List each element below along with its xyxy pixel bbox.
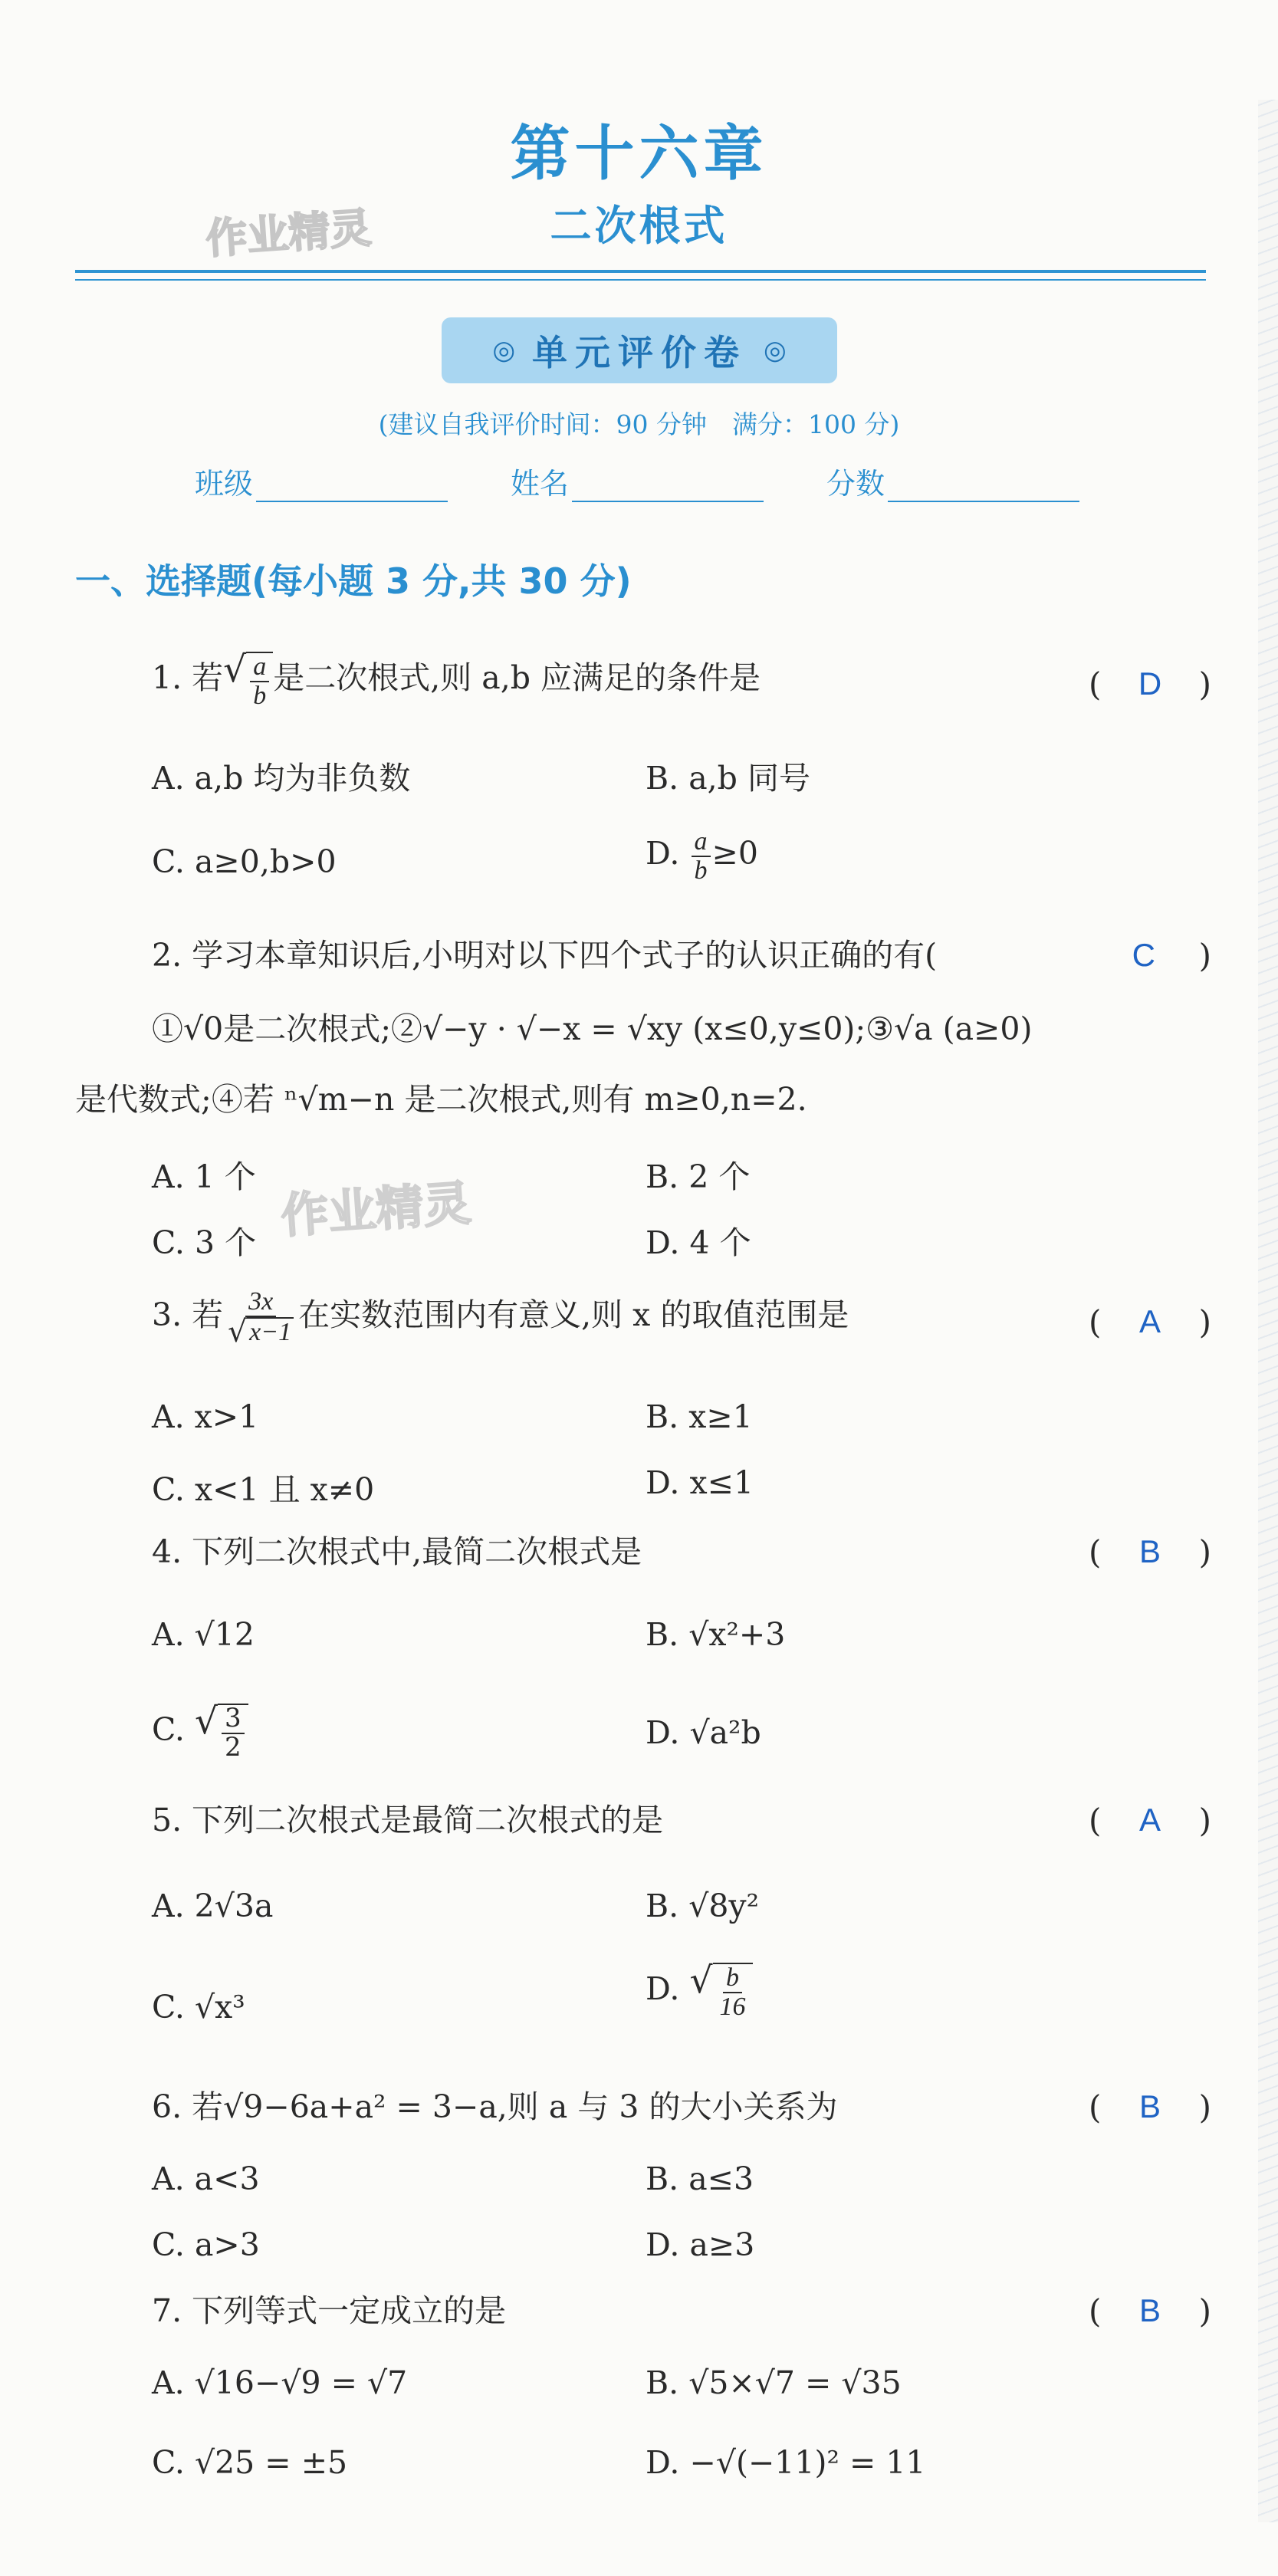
option[interactable]: D. −√(−11)² = 11 — [646, 2444, 926, 2481]
question-7-stem: 7. 下列等式一定成立的是 — [152, 2292, 507, 2329]
question-4-stem: 4. 下列二次根式中,最简二次根式是 — [152, 1533, 642, 1570]
answer-mark: B — [1138, 1533, 1161, 1569]
ring-icon: ◎ — [492, 335, 515, 366]
option[interactable]: A. x>1 — [152, 1398, 259, 1435]
option[interactable]: C. √x³ — [152, 1989, 245, 2026]
option[interactable]: C. a>3 — [152, 2226, 260, 2263]
option[interactable]: B. a,b 同号 — [646, 760, 810, 797]
option[interactable]: C. a≥0,b>0 — [152, 843, 337, 880]
name-field[interactable] — [511, 460, 764, 502]
option[interactable]: B. √x²+3 — [646, 1616, 786, 1653]
ring-icon: ◎ — [764, 335, 787, 366]
answer-paren: C ) — [1132, 937, 1211, 974]
answer-paren: ( B ) — [1089, 2088, 1211, 2126]
answer-paren: ( A ) — [1089, 1303, 1211, 1341]
field-label: 班级 — [195, 467, 254, 501]
blank-line[interactable] — [256, 472, 448, 502]
question-2-line: 是代数式;④若 ⁿ√m−n 是二次根式,则有 m≥0,n=2. — [75, 1081, 807, 1118]
option[interactable]: A. a<3 — [152, 2160, 260, 2197]
option[interactable]: D. $\frac{a}{b}$ ≥0 — [646, 827, 758, 885]
option[interactable]: B. 2 个 — [646, 1158, 751, 1195]
option[interactable]: A. a,b 均为非负数 — [152, 760, 411, 797]
option[interactable]: A. 2√3a — [152, 1888, 274, 1924]
answer-paren: ( B ) — [1089, 2292, 1211, 2330]
option[interactable]: C. √ $\frac{3}{2}$ — [152, 1704, 248, 1761]
option[interactable]: D. √a²b — [646, 1714, 761, 1751]
score-field[interactable] — [826, 460, 1079, 502]
question-2-line: ①√0是二次根式;②√−y · √−x = √xy (x≤0,y≤0);③√a (a≥0) — [152, 1010, 1033, 1047]
banner-title: 单元评价卷 — [532, 332, 747, 373]
answer-paren: ( B ) — [1089, 1533, 1211, 1571]
page-spine-decoration — [1258, 100, 1278, 2522]
answer-mark: C — [1132, 937, 1155, 973]
chapter-title: 第十六章 — [510, 120, 768, 189]
field-label: 姓名 — [511, 467, 570, 501]
answer-paren: ( A ) — [1089, 1802, 1211, 1839]
option[interactable]: D. √ $\frac{b}{16}$ — [646, 1963, 753, 2020]
student-info-fields — [195, 460, 1079, 502]
unit-banner — [442, 317, 837, 383]
option[interactable]: B. a≤3 — [646, 2160, 754, 2197]
answer-mark: B — [1138, 2088, 1161, 2124]
option[interactable]: A. √16−√9 = √7 — [152, 2364, 408, 2401]
answer-mark: D — [1138, 665, 1162, 702]
option[interactable]: D. 4 个 — [646, 1224, 751, 1261]
section-title: 一、选择题(每小题 3 分,共 30 分) — [75, 560, 632, 602]
option[interactable]: C. x<1 且 x≠0 — [152, 1471, 375, 1508]
question-1-stem: 1. 若 √ $\frac{a}{b}$ 是二次根式,则 a,b 应满足的条件是 — [152, 649, 761, 710]
question-5-stem: 5. 下列二次根式是最简二次根式的是 — [152, 1802, 664, 1838]
chapter-subtitle: 二次根式 — [550, 202, 728, 250]
answer-mark: A — [1138, 1303, 1161, 1339]
option[interactable]: B. x≥1 — [646, 1398, 753, 1435]
time-score-hint: (建议自我评价时间：90 分钟 满分：100 分) — [378, 409, 900, 439]
option[interactable]: A. 1 个 — [152, 1158, 256, 1195]
question-3-stem: 3. 若 3x √ x−1 在实数范围内有意义,则 x 的取值范围是 — [152, 1287, 849, 1350]
answer-mark: B — [1138, 2292, 1161, 2328]
watermark-logo: 作业精灵 — [204, 203, 373, 264]
option[interactable]: C. 3 个 — [152, 1224, 257, 1261]
option[interactable]: B. √8y² — [646, 1888, 760, 1924]
question-2-stem: 2. 学习本章知识后,小明对以下四个式子的认识正确的有( — [152, 937, 938, 974]
option[interactable]: A. √12 — [152, 1616, 255, 1653]
header-rule — [75, 279, 1206, 281]
blank-line[interactable] — [572, 472, 764, 502]
answer-mark: A — [1138, 1802, 1161, 1838]
question-6-stem: 6. 若√9−6a+a² = 3−a,则 a 与 3 的大小关系为 — [152, 2088, 838, 2125]
option[interactable]: B. √5×√7 = √35 — [646, 2364, 902, 2401]
answer-paren: ( D ) — [1089, 665, 1211, 703]
sqrt-expression: √ $\frac{a}{b}$ — [223, 652, 273, 709]
option[interactable]: D. a≥3 — [646, 2226, 755, 2263]
watermark-logo: 作业精灵 — [279, 1175, 473, 1244]
blank-line[interactable] — [888, 472, 1079, 502]
option[interactable]: C. √25 = ±5 — [152, 2444, 348, 2481]
option[interactable]: D. x≤1 — [646, 1464, 754, 1501]
header-rule — [75, 270, 1206, 273]
class-field[interactable] — [195, 460, 448, 502]
field-label: 分数 — [826, 467, 885, 501]
